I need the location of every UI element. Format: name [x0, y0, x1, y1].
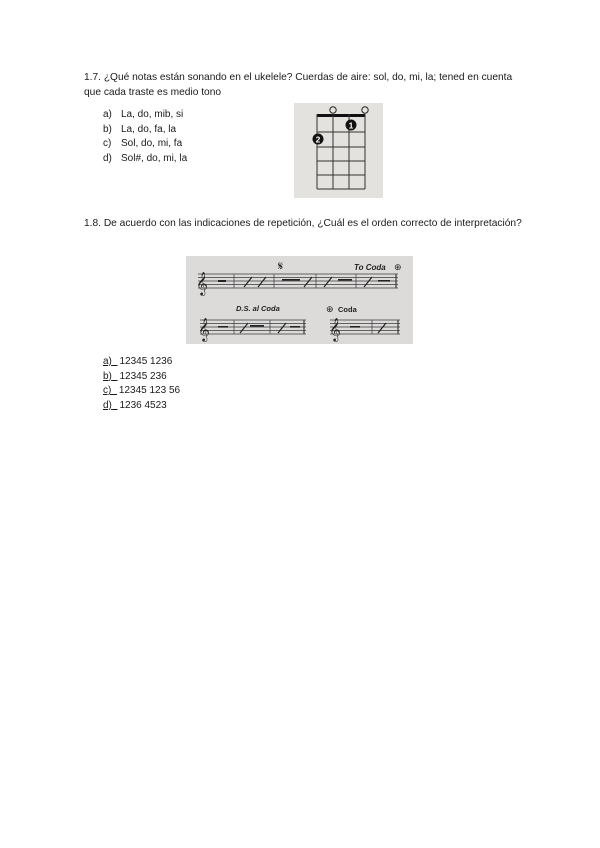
question-1-7-options: [103, 108, 187, 166]
coda-icon: ⊕: [326, 304, 334, 314]
to-coda-label: To Coda: [354, 263, 386, 272]
finger-number-1: 1: [348, 120, 354, 131]
option-text: 12345 236: [119, 370, 167, 382]
open-string-marker: [362, 107, 368, 113]
option-letter: c): [103, 385, 112, 397]
option-letter: b): [103, 123, 112, 135]
option-text: Sol, do, mi, fa: [121, 138, 183, 150]
question-1-8-options: [103, 355, 180, 413]
option-c: [103, 384, 180, 399]
ukulele-chord-diagram: [294, 103, 383, 198]
option-text: 1236 4523: [119, 399, 167, 411]
question-1-7-text: 1.7. ¿Qué notas están sonando en el ukelele? Cuerdas de aire: sol, do, mi, la; tened en cuenta que cada traste es medio tono: [84, 72, 513, 98]
option-text: Sol#, do, mi, la: [121, 152, 188, 164]
staff-top: [198, 274, 398, 288]
notes-bottom: [218, 323, 386, 333]
option-text: 12345 123 56: [118, 385, 181, 397]
option-letter: c): [103, 138, 112, 150]
ds-al-coda-label: D.S. al Coda: [236, 304, 280, 313]
question-1-8-text: 1.8. De acuerdo con las indicaciones de repetición, ¿Cuál es el orden correcto de interpretación?: [84, 218, 522, 229]
music-score-image: [186, 256, 413, 344]
option-letter: d): [103, 399, 112, 411]
open-string-marker: [330, 107, 336, 113]
option-c: [103, 137, 187, 152]
option-text: La, do, fa, la: [121, 123, 177, 135]
option-a: [103, 108, 187, 123]
option-text: La, do, mib, si: [121, 109, 184, 120]
notes-top: [218, 277, 390, 287]
treble-clef-icon: 𝄞: [329, 319, 341, 341]
treble-clef-icon: 𝄞: [198, 319, 210, 341]
option-b: [103, 370, 180, 385]
option-letter: a): [103, 109, 112, 120]
option-letter: d): [103, 152, 112, 164]
chord-diagram-svg: [294, 103, 383, 198]
segno-icon: 𝄋: [278, 259, 284, 273]
option-d: [103, 399, 180, 414]
option-letter: b): [103, 370, 112, 382]
score-svg: [186, 256, 413, 344]
finger-number-2: 2: [315, 134, 321, 145]
treble-clef-icon: 𝄞: [196, 273, 208, 295]
option-letter: a): [103, 356, 112, 367]
coda-icon: ⊕: [394, 262, 402, 272]
option-text: 12345 1236: [119, 356, 173, 367]
nut: [317, 114, 365, 117]
option-a: [103, 355, 180, 370]
option-b: [103, 123, 187, 138]
option-d: [103, 152, 187, 167]
coda-label: Coda: [338, 305, 357, 314]
